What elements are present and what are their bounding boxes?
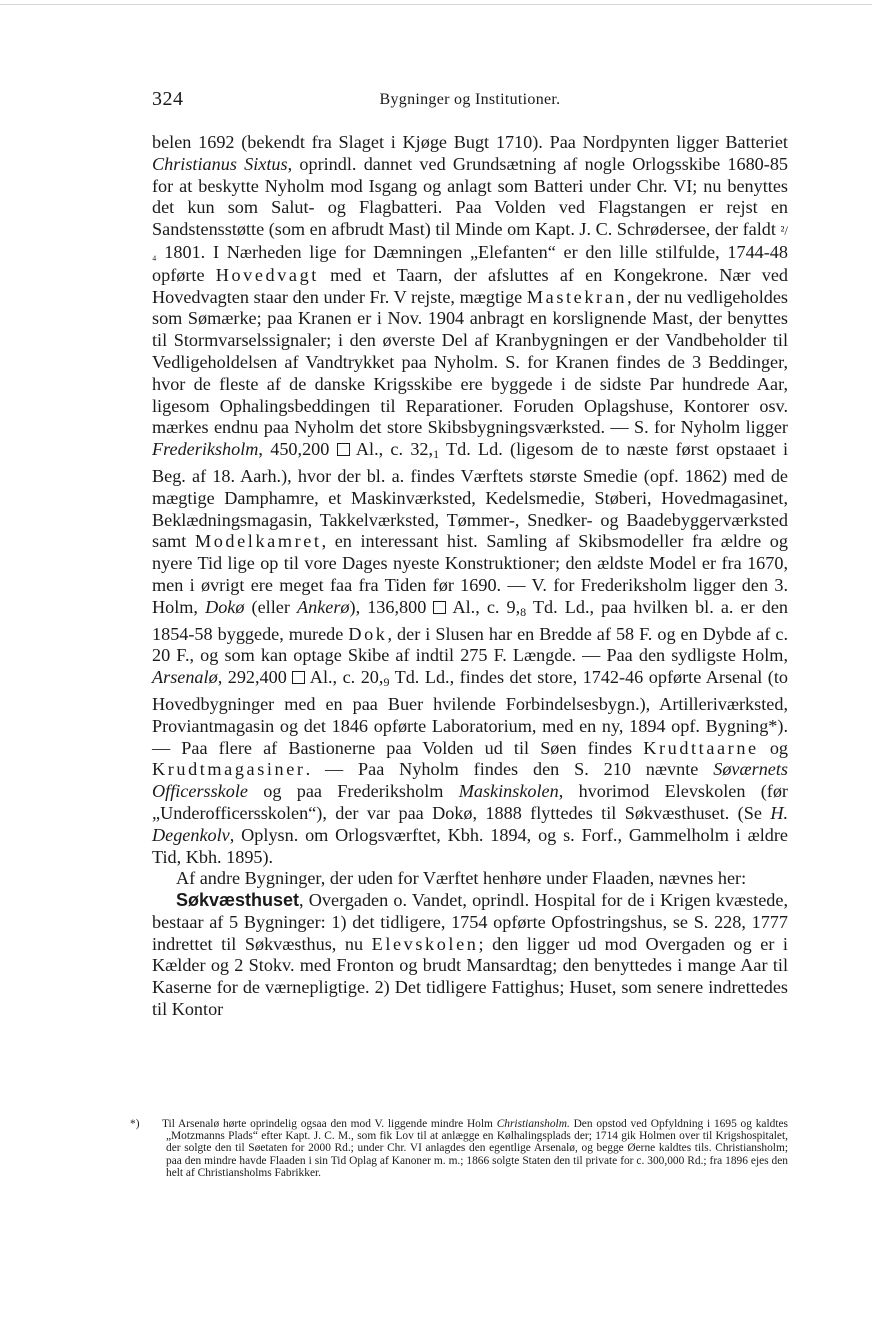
- page-header: [152, 88, 788, 114]
- spaced-term: Krudttaarne: [643, 737, 759, 758]
- text-run: , der nu vedligeholdes som Sømærke; paa Kranen er i Nov. 1904 anbragt en korslignende Mast, der benyttes til Stormvarselssignaler; i den øverste Del af Kranbygningen er der Vandbeholder til Vedligeholdelsen af Vandtrykket paa Nyholm. S. for Kranen findes de 3 Beddinger, hvor de fleste af de danske Krigsskibe ere byggede i de sidste Par hundrede Aar, ligesom Ophalingsbeddingen til Reparationer. Foruden Oplagshuse, Kontorer osv. mærkes endnu paa Nyholm det store Skibsbygningsværksted. — S. for Nyholm ligger: [152, 286, 788, 438]
- italic-name: Maskinskolen: [458, 781, 559, 802]
- text-run: Al., c. 9,: [446, 596, 521, 617]
- date-fraction: ²/₄: [152, 223, 788, 261]
- text-run: og paa Frederiksholm: [247, 781, 459, 802]
- italic-name: Søværnets Officersskole: [152, 759, 788, 802]
- running-head: Bygninger og Institutioner.: [379, 91, 561, 108]
- page-number: 324: [152, 88, 184, 110]
- spaced-term: Krudtmagasiner: [152, 759, 306, 780]
- footnote: [130, 1118, 788, 1179]
- scan-edge-line: [0, 4, 872, 5]
- text-run: , hvorimod Elevskolen (før „Underofficersskolen“), der var paa Dokø, 1888 flyttedes til Søkvæsthuset. (Se: [152, 781, 788, 823]
- text-run: og: [758, 737, 788, 758]
- subscript-digit: 1: [433, 447, 440, 462]
- text-run: 1801. I Nærheden lige for Dæmningen „Elefanten“ er den lille stilfulde, 1744-48 opførte: [152, 241, 788, 285]
- subscript-digit: 8: [520, 604, 527, 619]
- italic-name: Frederiksholm: [152, 439, 259, 460]
- text-run: (eller: [244, 596, 297, 617]
- paragraph-sokvaesthuset: [152, 890, 788, 1021]
- italic-name: Christiansholm.: [496, 1118, 570, 1130]
- spaced-term: Modelkamret: [194, 531, 322, 552]
- body-text: [152, 132, 788, 1021]
- text-run: ; den ligger ud mod Overgaden og er i Kælder og 2 Stokv. med Fronton og brudt Mansardtag; den benyttedes i mange Aar til Kaserne for de værnepligtige. 2) Det tidligere Fattighus; Huset, som senere indrettedes til Kontor: [152, 933, 788, 1020]
- text-run: , 292,400: [217, 667, 293, 688]
- text-run: . — Paa Nyholm findes den S. 210 nævnte: [305, 759, 714, 780]
- entry-heading: Søkvæsthuset: [176, 890, 300, 911]
- paragraph-other-buildings: Af andre Bygninger, der uden for Værftet henhøre under Flaaden, nævnes her:: [176, 868, 747, 889]
- text-run: , Oplysn. om Orlogsværftet, Kbh. 1894, og s. Forf., Gammelholm i ældre Tid, Kbh. 1895).: [152, 824, 788, 867]
- text-run: ), 136,800: [349, 596, 434, 617]
- spaced-term: Elevskolen: [371, 933, 479, 954]
- spaced-term: Mastekran: [526, 286, 628, 307]
- text-run: Td. Ld., paa hvilken bl. a. er den 1854-58 byggede, murede: [152, 596, 788, 644]
- text-run: Td. Ld., findes det store, 1742-46 opførte Arsenal (to Hovedbygninger med en paa Buer hvilende Forbindelsesbygn.), Artilleriværksted, Proviantmagasin og det 1846 opførte Laboratorium, med en ny, 1894 opf. Bygning*). — Paa flere af Bastionerne paa Volden ud til Søen findes: [152, 667, 789, 758]
- text-run: med et Taarn, der afsluttes af en Kongekrone. Nær ved Hovedvagten staar den under Fr. V rejste, mægtige: [152, 264, 788, 307]
- italic-name: Arsenalø: [152, 667, 218, 688]
- square-symbol-icon: [433, 601, 446, 614]
- text-run: , en interessant hist. Samling af Skibsmodeller fra ældre og nyere Tid lige op til vore Dages nyeste Konstruktioner; den ældste Model er fra 1670, men i øvrigt ere meget faa fra Tiden før 1690. — V. for Frederiksholm ligger den 3. Holm,: [152, 531, 788, 617]
- italic-name: Christianus Sixtus: [152, 153, 288, 174]
- text-run: Den opstod ved Opfyldning i 1695 og kaldtes „Motzmanns Plads“ efter Kapt. J. C. M., som fik Lov til at anlægge en Kølhalingsplads der; 1714 gik Holmen over til Krigshospitalet, der solgte den til Søetaten for 2000 Rd.; under Chr. VI anlagdes den egentlige Arsenalø, og begge Øerne kaldtes tils. Christiansholm; paa den mindre havde Flaaden i sin Tid Oplag af Kanoner m. m.; 1866 solgte Staten den til private for c. 300,000 Rd.; fra 1896 ejes den helt af Christiansholms Fabrikker.: [166, 1118, 788, 1179]
- text-run: , 450,200: [258, 439, 337, 460]
- text-run: , der i Slusen har en Bredde af 58 F. og en Dybde af c. 20 F., og som kan optage Skibe af indtil 275 F. Længde. — Paa den sydligste Holm,: [152, 623, 788, 666]
- spaced-term: Hovedvagt: [215, 264, 319, 285]
- text-run: Td. Ld. (ligesom de to næste først opstaaet i Beg. af 18. Aarh.), hvor der bl. a. findes Værftets største Smedie (opf. 1862) med de mægtige Damphamre, et Maskinværksted, Kedelsmedie, Støberi, Hovedmagasinet, Beklædningsmagasin, Takkelværksted, Tømmer-, Snedker- og Baadebyggerværksted samt: [152, 439, 789, 552]
- footnote-mark: *): [130, 1118, 140, 1130]
- text-run: Til Arsenalø hørte oprindelig ogsaa den mod V. liggende mindre Holm: [162, 1118, 497, 1130]
- text-run: , Overgaden o. Vandet, oprindl. Hospital for de i Krigen kvæstede, bestaar af 5 Bygninger: 1) det tidligere, 1754 opførte Opfostringshus, se S. 228, 1777 indrettet til Søkvæsthus, nu: [152, 890, 788, 954]
- italic-name: Ankerø: [297, 596, 350, 617]
- subscript-digit: 9: [383, 675, 390, 690]
- italic-name: Dokø: [205, 596, 245, 617]
- square-symbol-icon: [337, 443, 350, 456]
- footnote-text: [130, 1118, 788, 1179]
- text-run: Al., c. 32,: [349, 439, 434, 460]
- text-run: belen 1692 (bekendt fra Slaget i Kjøge Bugt 1710). Paa Nordpynten ligger Batteriet: [152, 132, 788, 152]
- spaced-term: Dok: [348, 623, 388, 644]
- paragraph-holmen: [152, 132, 788, 868]
- text-run: , oprindl. dannet ved Grundsætning af nogle Orlogsskibe 1680-85 for at beskytte Nyholm mod Isgang og anlagt som Batteri under Chr. VI; nu benyttes det kun som Salut- og Flagbatteri. Paa Volden ved Flagstangen er rejst en Sandstensstøtte (som en afbrudt Mast) til Minde om Kapt. J. C. Schrødersee, der faldt: [152, 153, 789, 240]
- italic-name: H. Degenkolv: [152, 802, 788, 845]
- text-run: Al., c. 20,: [305, 667, 384, 688]
- square-symbol-icon: [292, 671, 305, 684]
